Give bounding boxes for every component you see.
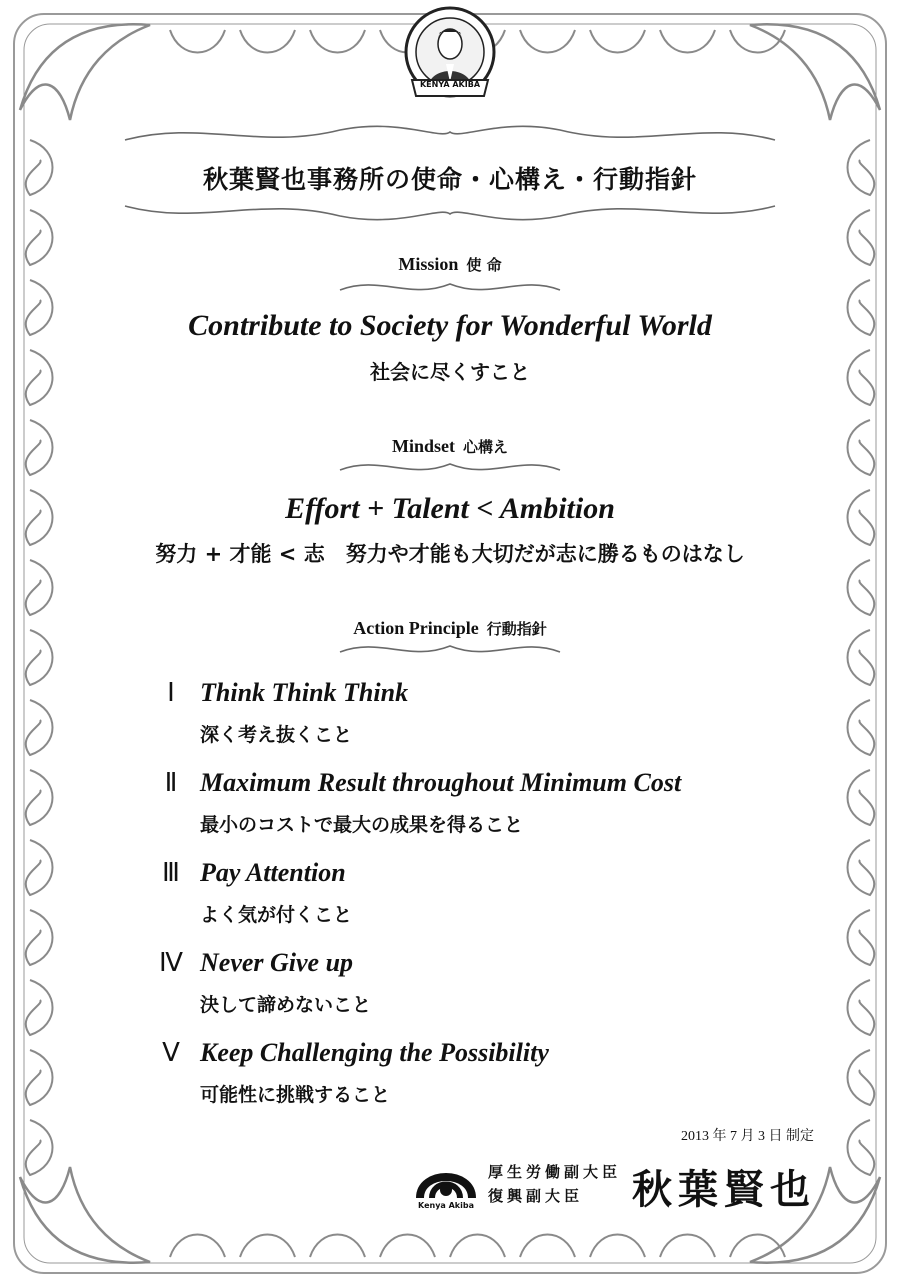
enactment-date: 2013 年 7 月 3 日 制定 [681,1129,814,1144]
mission-statement-en: Contribute to Society for Wonderful World [188,309,712,342]
title-line-2: 復興副大臣 [488,1187,584,1205]
action-heading-jp: 行動指針 [486,620,547,638]
mission-heading [0,254,900,275]
principle-jp: よく気が付くこと [200,904,353,926]
principle-jp: 可能性に挑戦すること [200,1084,391,1106]
action-heading [0,618,900,639]
logo-caption: Kenya Akiba [418,1201,474,1210]
principle-en: Think Think Think [200,678,409,707]
mission-statement-jp: 社会に尽くすこと [370,360,530,384]
principle-en: Never Give up [200,948,354,977]
principle-numeral: Ⅲ [162,858,180,887]
mindset-heading-jp: 心構え [462,438,508,456]
page-title: 秋葉賢也事務所の使命・心構え・行動指針 [202,165,697,194]
badge-ribbon-text: KENYA AKIBA [419,80,481,89]
principle-jp: 最小のコストで最大の成果を得ること [200,814,524,836]
mission-heading-en: Mission [398,254,459,274]
mindset-statement-jp: 努力 + 才能 < 志 努力や才能も大切だが志に勝るものはなし [155,542,745,566]
mission-heading-jp: 使 命 [466,256,502,274]
signature: 秋葉賢也 [632,1166,816,1213]
action-heading-en: Action Principle [353,618,479,638]
kenya-akiba-logo-icon [416,1150,476,1202]
principle-en: Maximum Result throughout Minimum Cost [200,768,682,797]
title-line-1: 厚生労働副大臣 [488,1163,622,1181]
principle-en: Keep Challenging the Possibility [200,1038,549,1067]
principle-jp: 深く考え抜くこと [200,724,353,746]
principle-numeral: Ⅳ [159,948,183,977]
official-titles [488,1160,621,1208]
mindset-heading-en: Mindset [391,436,455,456]
principle-en: Pay Attention [200,858,346,887]
principle-numeral: Ⅱ [164,768,178,797]
portrait-badge-icon [398,2,502,106]
principle-numeral: Ⅴ [162,1038,180,1067]
principle-numeral: Ⅰ [167,678,175,707]
principle-jp: 決して諦めないこと [200,994,372,1016]
mindset-heading [0,436,900,457]
mindset-statement-en: Effort + Talent < Ambition [285,492,615,525]
